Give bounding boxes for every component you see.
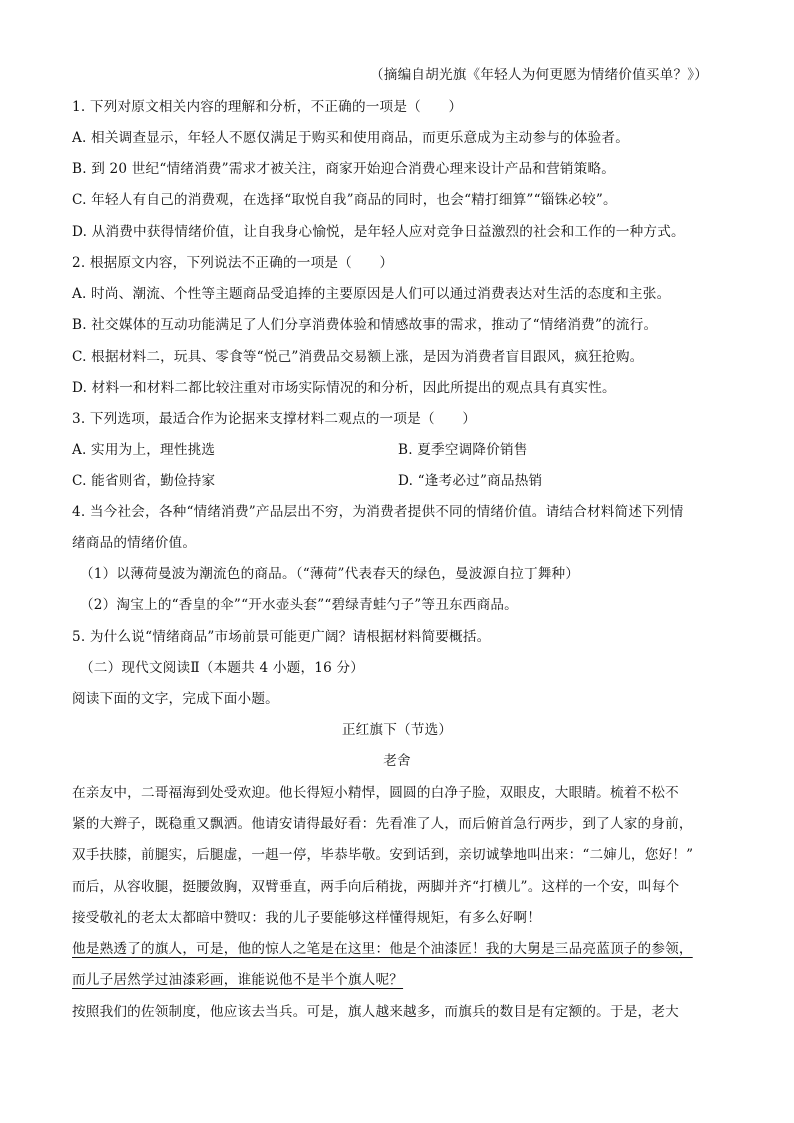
passage-title: 正红旗下（节选） <box>341 722 453 738</box>
question-3-option-c: C. 能省则省，勤俭持家 <box>72 473 216 489</box>
question-3-option-a: A. 实用为上，理性挑选 <box>72 442 216 458</box>
source-citation: （摘编自胡光旗《年轻人为何更愿为情绪价值买单？》） <box>370 67 709 83</box>
question-1-option-a: A. 相关调查显示，年轻人不愿仅满足于购买和使用商品，而更乐意成为主动参与的体验者。 <box>72 130 630 146</box>
passage-paragraph-1-line-1: 在亲友中，二哥福海到处受欢迎。他长得短小精悍，圆圆的白净子脸，双眼皮，大眼睛。梳着不松不 <box>72 785 679 801</box>
passage-author: 老舍 <box>383 753 411 769</box>
question-3-stem: 3. 下列选项，最适合作为论据来支撑材料二观点的一项是（ ） <box>72 411 477 427</box>
passage-paragraph-1-line-5: 接受敬礼的老太太都暗中赞叹：我的儿子要能够这样懂得规矩，有多么好啊！ <box>72 910 541 926</box>
passage-paragraph-3-line-1: 按照我们的佐领制度，他应该去当兵。可是，旗人越来越多，而旗兵的数目是有定额的。于是，老大 <box>72 1004 679 1020</box>
question-4-item-2: （2）淘宝上的“香皇的伞”“开水壶头套”“碧绿青蛙勺子”等丑东西商品。 <box>80 597 518 613</box>
question-1-option-d: D. 从消费中获得情绪价值，让自我身心愉悦，是年轻人应对竞争日益激烈的社会和工作的一种方式。 <box>72 224 685 240</box>
question-2-option-d: D. 材料一和材料二都比较注重对市场实际情况的和分析，因此所提出的观点具有真实性。 <box>72 380 616 396</box>
section-2-heading: （二）现代文阅读Ⅱ（本题共 4 小题，16 分） <box>80 660 365 676</box>
question-2-option-b: B. 社交媒体的互动功能满足了人们分享消费体验和情感故事的需求，推动了“情绪消费”的流行。 <box>72 317 658 333</box>
question-4-item-1: （1）以薄荷曼波为潮流色的商品。（“薄荷”代表春天的绿色，曼波源自拉丁舞种） <box>80 566 580 582</box>
question-3-option-b: B. 夏季空调降价销售 <box>398 442 528 458</box>
question-2-option-a: A. 时尚、潮流、个性等主题商品受追捧的主要原因是人们可以通过消费表达对生活的态度和主张。 <box>72 286 671 302</box>
question-3-option-d: D. “逢考必过”商品热销 <box>398 473 543 489</box>
passage-paragraph-2-line-1: 他是熟透了的旗人，可是，他的惊人之笔是在这里：他是个油漆匠！我的大舅是三品亮蓝顶子的参领， <box>72 941 693 957</box>
question-1-stem: 1. 下列对原文相关内容的理解和分析，不正确的一项是（ ） <box>72 99 463 115</box>
question-2-stem: 2. 根据原文内容，下列说法不正确的一项是（ ） <box>72 255 394 271</box>
passage-paragraph-2-line-2: 而儿子居然学过油漆彩画，谁能说他不是半个旗人呢？ <box>72 972 404 988</box>
question-4-stem-line-2: 绪商品的情绪价值。 <box>72 535 197 551</box>
question-5-stem: 5. 为什么说“情绪商品”市场前景可能更广阔？请根据材料简要概括。 <box>72 629 491 645</box>
question-1-option-b: B. 到 20 世纪“情绪消费”需求才被关注，商家开始迎合消费心理来设计产品和营销策略。 <box>72 161 616 177</box>
section-2-instruction: 阅读下面的文字，完成下面小题。 <box>72 691 279 707</box>
question-2-option-c: C. 根据材料二，玩具、零食等“悦己”消费品交易额上涨，是因为消费者盲目跟风，疯狂抢购。 <box>72 349 644 365</box>
passage-paragraph-1-line-2: 紧的大辫子，既稳重又飘洒。他请安请得最好看：先看准了人，而后俯首急行两步，到了人家的身前， <box>72 816 693 832</box>
passage-paragraph-1-line-3: 双手扶膝，前腿实，后腿虚，一趄一停，毕恭毕敬。安到话到，亲切诚挚地叫出来：“二婶儿，您好！” <box>72 847 694 863</box>
passage-paragraph-1-line-4: 而后，从容收腿，挺腰敛胸，双臂垂直，两手向后稍拢，两脚并齐“打横儿”。这样的一个安，叫每个 <box>72 879 680 895</box>
question-1-option-c: C. 年轻人有自己的消费观，在选择“取悦自我”商品的同时，也会“精打细算”“锱铢必较”。 <box>72 192 617 208</box>
question-4-stem-line-1: 4. 当今社会，各种“情绪消费”产品层出不穷，为消费者提供不同的情绪价值。请结合材料简述下列情 <box>72 504 684 520</box>
